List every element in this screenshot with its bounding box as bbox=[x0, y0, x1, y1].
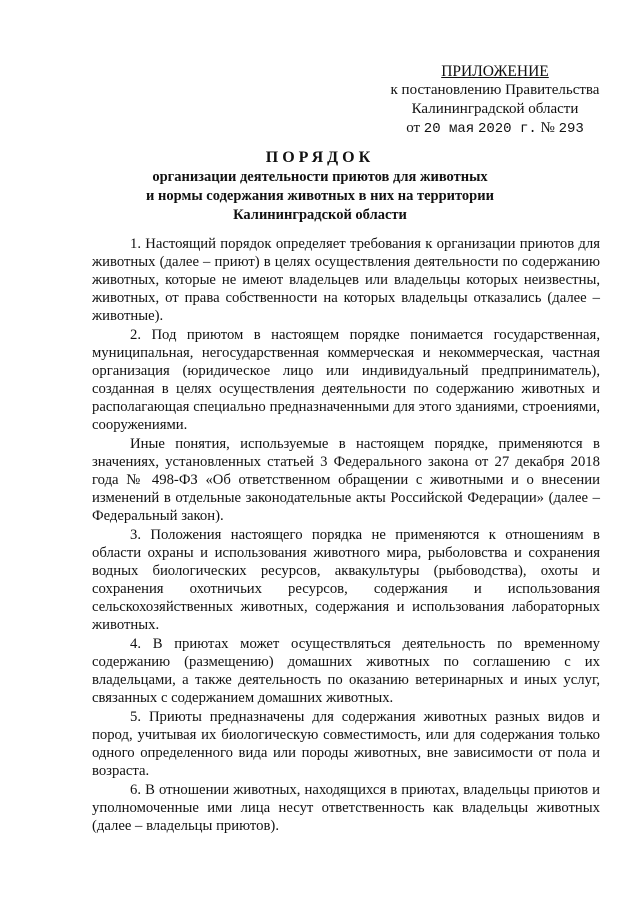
paragraph-4: 4. В приютах может осуществляться деятельность по временному содержанию (размещению) домашних животных по соглашению с их владельцами, а также деятельность по оказанию ветеринарных и иных услуг, связанных с содержанием домашних животных. bbox=[92, 636, 600, 706]
document-subtitle-line-1: организации деятельности приютов для животных bbox=[152, 169, 488, 185]
paragraph-2: 2. Под приютом в настоящем порядке понимается государственная, муниципальная, негосударственная коммерческая и некоммерческая, частная организация (юридическое лицо или индивидуальный предприниматель), созданная в целях осуществления деятельности по содержанию животных и располагающая специально предназначенными для этого зданиями, строениями, сооружениями. bbox=[92, 327, 600, 433]
paragraph-1: 1. Настоящий порядок определяет требования к организации приютов для животных (далее – приют) в целях осуществления деятельности по содержанию животных, которые не имеют владельцев или владельцы которых неизвестны, животных, от права собственности на которых владельцы отказались (далее – животные). bbox=[92, 236, 600, 324]
paragraph-6: 6. В отношении животных, находящихся в приютах, владельцы приютов и уполномоченные ими лица несут ответственность как владельцы животных (далее – владельцы приютов). bbox=[92, 782, 600, 834]
resolution-date: 20 мая bbox=[423, 121, 475, 137]
paragraph-5: 5. Приюты предназначены для содержания животных разных видов и пород, учитывая их биологическую совместимость, или для содержания только одного определенного вида или породы животных, вне зависимости от пола и возраста. bbox=[92, 709, 600, 779]
appendix-line-1: к постановлению Правительства bbox=[390, 82, 600, 98]
appendix-line-2: Калининградской области bbox=[411, 101, 579, 117]
appendix-title: ПРИЛОЖЕНИЕ bbox=[441, 63, 549, 80]
appendix-block bbox=[380, 62, 610, 139]
paragraph-3: 3. Положения настоящего порядка не применяются к отношениям в области охраны и использования животного мира, рыболовства и сохранения водных биологических ресурсов, аквакультуры (рыбоводства), охоты и сохранения охотничьих ресурсов, содержания и использования сельскохозяйственных животных, содержания и использования лабораторных животных. bbox=[92, 527, 600, 633]
document-title: ПОРЯДОК bbox=[265, 149, 375, 166]
document-body bbox=[92, 235, 600, 836]
document-subtitle-line-2: и нормы содержания животных в них на территории bbox=[146, 188, 494, 204]
resolution-year: 2020 г. bbox=[477, 121, 537, 137]
appendix-date-line bbox=[380, 119, 610, 139]
date-prefix: от bbox=[406, 120, 421, 136]
document-subtitle-line-3: Калининградской области bbox=[233, 207, 407, 223]
resolution-number: 293 bbox=[558, 121, 584, 137]
paragraph-2-continuation: Иные понятия, используемые в настоящем порядке, применяются в значениях, установленных статьей 3 Федерального закона от 27 декабря 2018 года № 498-ФЗ «Об ответственном обращении с животными и о внесении изменений в отдельные законодательные акты Российской Федерации» (далее – Федеральный закон). bbox=[92, 436, 600, 524]
number-sign: № bbox=[540, 120, 555, 136]
document-heading bbox=[120, 148, 520, 225]
